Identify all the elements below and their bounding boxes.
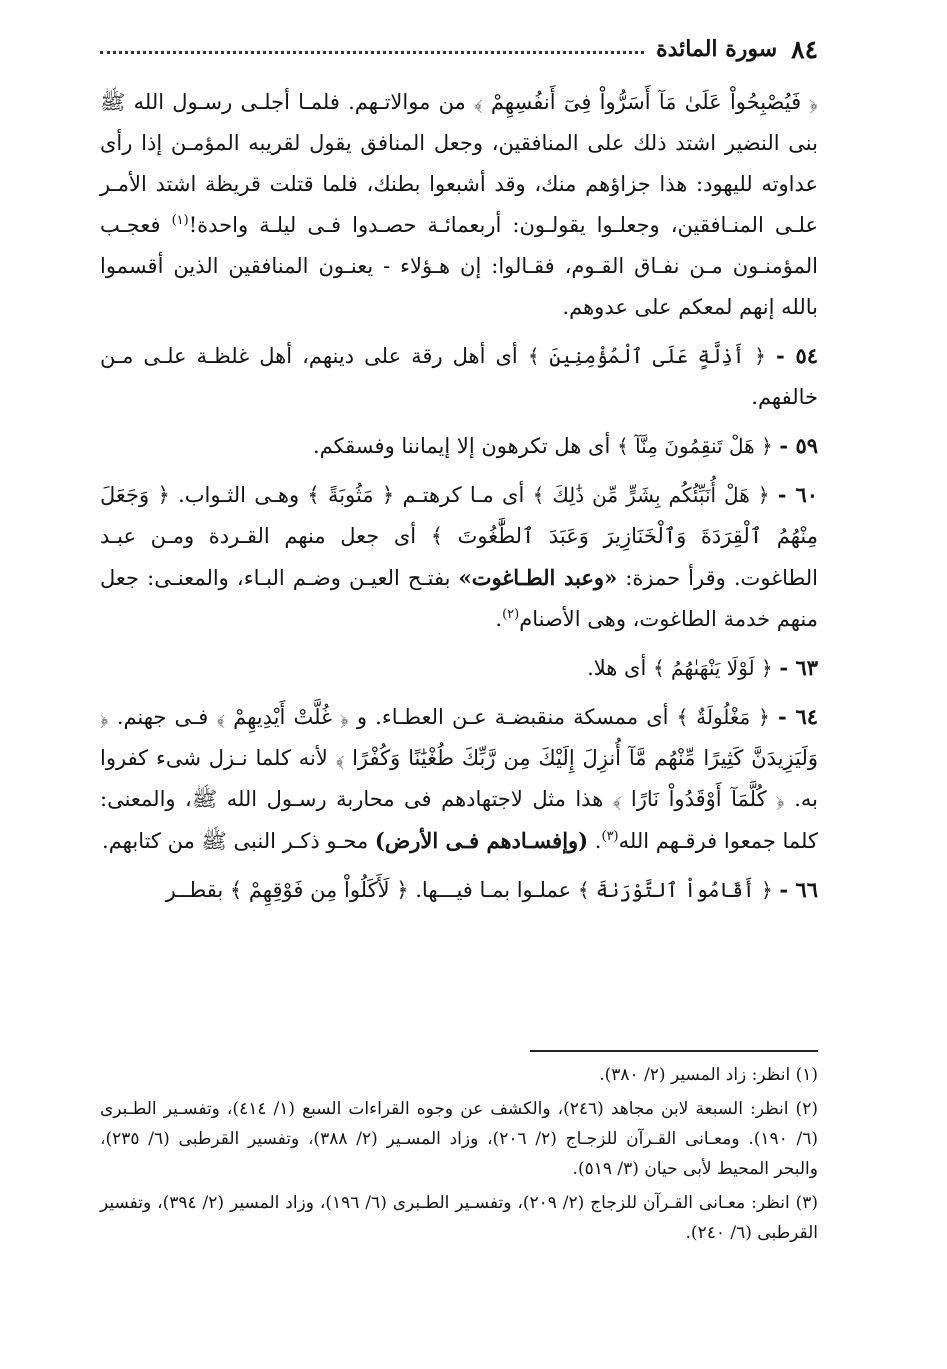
commentary-verse-66 xyxy=(100,869,818,911)
commentary-verse-64 xyxy=(100,696,818,862)
commentary-text: أى هلا. xyxy=(587,656,653,680)
main-text xyxy=(100,82,818,918)
verse-number: ٦٦ - xyxy=(779,877,818,902)
quran-quote: ﴿ هَلْ تَنقِمُونَ مِنَّآ ﴾ xyxy=(617,434,773,458)
paragraph-tail: محـو ذكـر النبى ﷺ من كتابهم. xyxy=(102,829,375,853)
verse-number: ٥٩ - xyxy=(779,433,818,458)
page-header xyxy=(100,32,818,66)
commentary-text: أى أهل رقة على دينهم، أهل غلظـة علـى مـن خالفهم. xyxy=(100,344,818,409)
quran-quote: ﴿ هَلْ أُنَبِّئُكُم بِشَرٍّ مِّن ذَٰلِكَ ﴾ xyxy=(532,483,770,507)
commentary-verse-63 xyxy=(100,647,818,689)
footnotes xyxy=(100,1060,818,1252)
commentary-verse-59 xyxy=(100,425,818,467)
paragraph-intro xyxy=(100,82,818,328)
quran-quote: ﴿ أَذِلَّةٍ عَلَى ٱلْمُؤْمِنِينَ ﴾ xyxy=(527,344,766,368)
page-number: ٨٤ xyxy=(791,34,818,64)
footnote-ref-2: (٢) xyxy=(502,607,520,622)
footnote-ref-1: (١) xyxy=(171,213,189,228)
reading-variant: «وعبد الطـاغوت» xyxy=(458,565,618,590)
commentary-text: عملـوا بمـا فيـــها. ﴿ لَأَكَلُواْ مِن فَوْقِهِمْ ﴾ بقطــر xyxy=(165,878,578,902)
paragraph-text: ﴿ فَيُصْبِحُواْ عَلَىٰ مَآ أَسَرُّواْ فِىٓ أَنفُسِهِمْ ﴾ من موالاتـهم. فلمـا أجلـى رسـول الله ﷺ بنى النضير اشتد ذلك على المنافقين، وجعل المنافق يقول لقريبه المؤمـن إذا رأى عداوته لليهود: هذا جزاؤهم منك، وقد أشبعوا بطنك، فلما قتلت قريظة اشتد الأمـر علـى المنـافقين، وجعلـوا يقولـون: أربعمائـة حصـدوا فـى ليلـة واحدة! xyxy=(100,90,818,237)
quoted-phrase: (وإفسـادهم فـى الأرض) xyxy=(374,828,589,853)
footnote-3: (٣) انظر: معـانى القـرآن للزجاج (٢/ ٢٠٩)، وتفسـير الطـبرى (٦/ ١٩٦)، وزاد المسير (٢/ ٣٩٤)، وتفسير القرطبى (٦/ ٢٤٠). xyxy=(100,1193,819,1243)
footnote-1: (١) انظر: زاد المسير (٢/ ٣٨٠). xyxy=(599,1065,818,1085)
quran-quote: ﴿ أَقَامُواْ ٱلتَّوْرَىٰةَ ﴾ xyxy=(577,878,773,902)
verse-number: ٦٠ - xyxy=(777,482,819,507)
footnote-2: (٢) انظر: السبعة لابن مجاهد (٢٤٦)، والكشف عن وجوه القراءات السبع (١/ ٤١٤)، وتفسـير الطـبرى (٦/ ١٩٠). ومعـانى القـرآن للزجـاج (٢/ ٢٠٦)، وزاد المسـير (٢/ ٣٨٨)، وتفسير القرطبى (٦/ ٢٣٥)، والبحر المحيط لأبى حيان (٣/ ٥١٩). xyxy=(100,1099,819,1179)
paragraph-tail: فعجـب المؤمنـون مـن نفـاق القـوم، فقـالوا: إن هـؤلاء - يعنـون المنافقين الذين أقسموا بالله إنهم لمعكم على عدوهم. xyxy=(100,213,818,319)
header-dotted-leader xyxy=(100,51,644,54)
footnote-ref-3: (٣) xyxy=(601,829,619,844)
commentary-text: أى هل تكرهون إلا إيماننا وفسقكم. xyxy=(312,434,618,458)
verse-number: ٥٤ - xyxy=(776,343,818,368)
commentary-verse-60 xyxy=(100,474,818,640)
quran-quote: ﴿ لَوْلَا يَنْهَىٰهُمُ ﴾ xyxy=(652,656,773,680)
footnote-separator xyxy=(530,1050,818,1052)
commentary-verse-54 xyxy=(100,335,818,418)
commentary-text-cont: . xyxy=(588,829,602,853)
paragraph-tail: . xyxy=(495,607,503,631)
commentary-text: أى ممسكة منقبضـة عـن العطـاء. و ﴿ غُلَّتْ أَيْدِيهِمْ ﴾ فـى جهنم. ﴿ وَلَيَزِيدَنَّ كَثِيرًا مِّنْهُم مَّآ أُنزِلَ إِلَيْكَ مِن رَّبِّكَ طُغْيَٰنًا وَكُفْرًا ﴾ لأنه كلما نـزل شىء كفروا به. ﴿ كُلَّمَآ أَوْقَدُواْ نَارًا ﴾ هذا مثل لاجتهادهم فى محاربة رسـول الله ﷺ، والمعنى: كلما جمعوا فرقـهم الله xyxy=(100,705,818,853)
commentary-text-cont: بفتـح العيـن وضـم البـاء، والمعنـى: جعل منهم خدمة الطاغوت، وهى الأصنام xyxy=(100,566,818,631)
surah-title: سورة المائدة xyxy=(656,36,778,62)
verse-number: ٦٣ - xyxy=(779,655,818,680)
commentary-text: أى مـا كرهتـم ﴿ مَثُوبَةً ﴾ وهـى الثـواب. ﴿ وَجَعَلَ مِنْهُمُ ٱلْقِرَدَةَ وَٱلْخَنَازِيرَ وَعَبَدَ ٱلطَّٰغُوتَ ﴾ أى جعل منهم القـردة ومـن عبـد الطاغوت. وقرأ حمزة: xyxy=(100,483,819,590)
verse-number: ٦٤ - xyxy=(777,704,818,729)
quran-quote: ﴿ مَغْلُولَةٌ ﴾ xyxy=(676,705,770,729)
